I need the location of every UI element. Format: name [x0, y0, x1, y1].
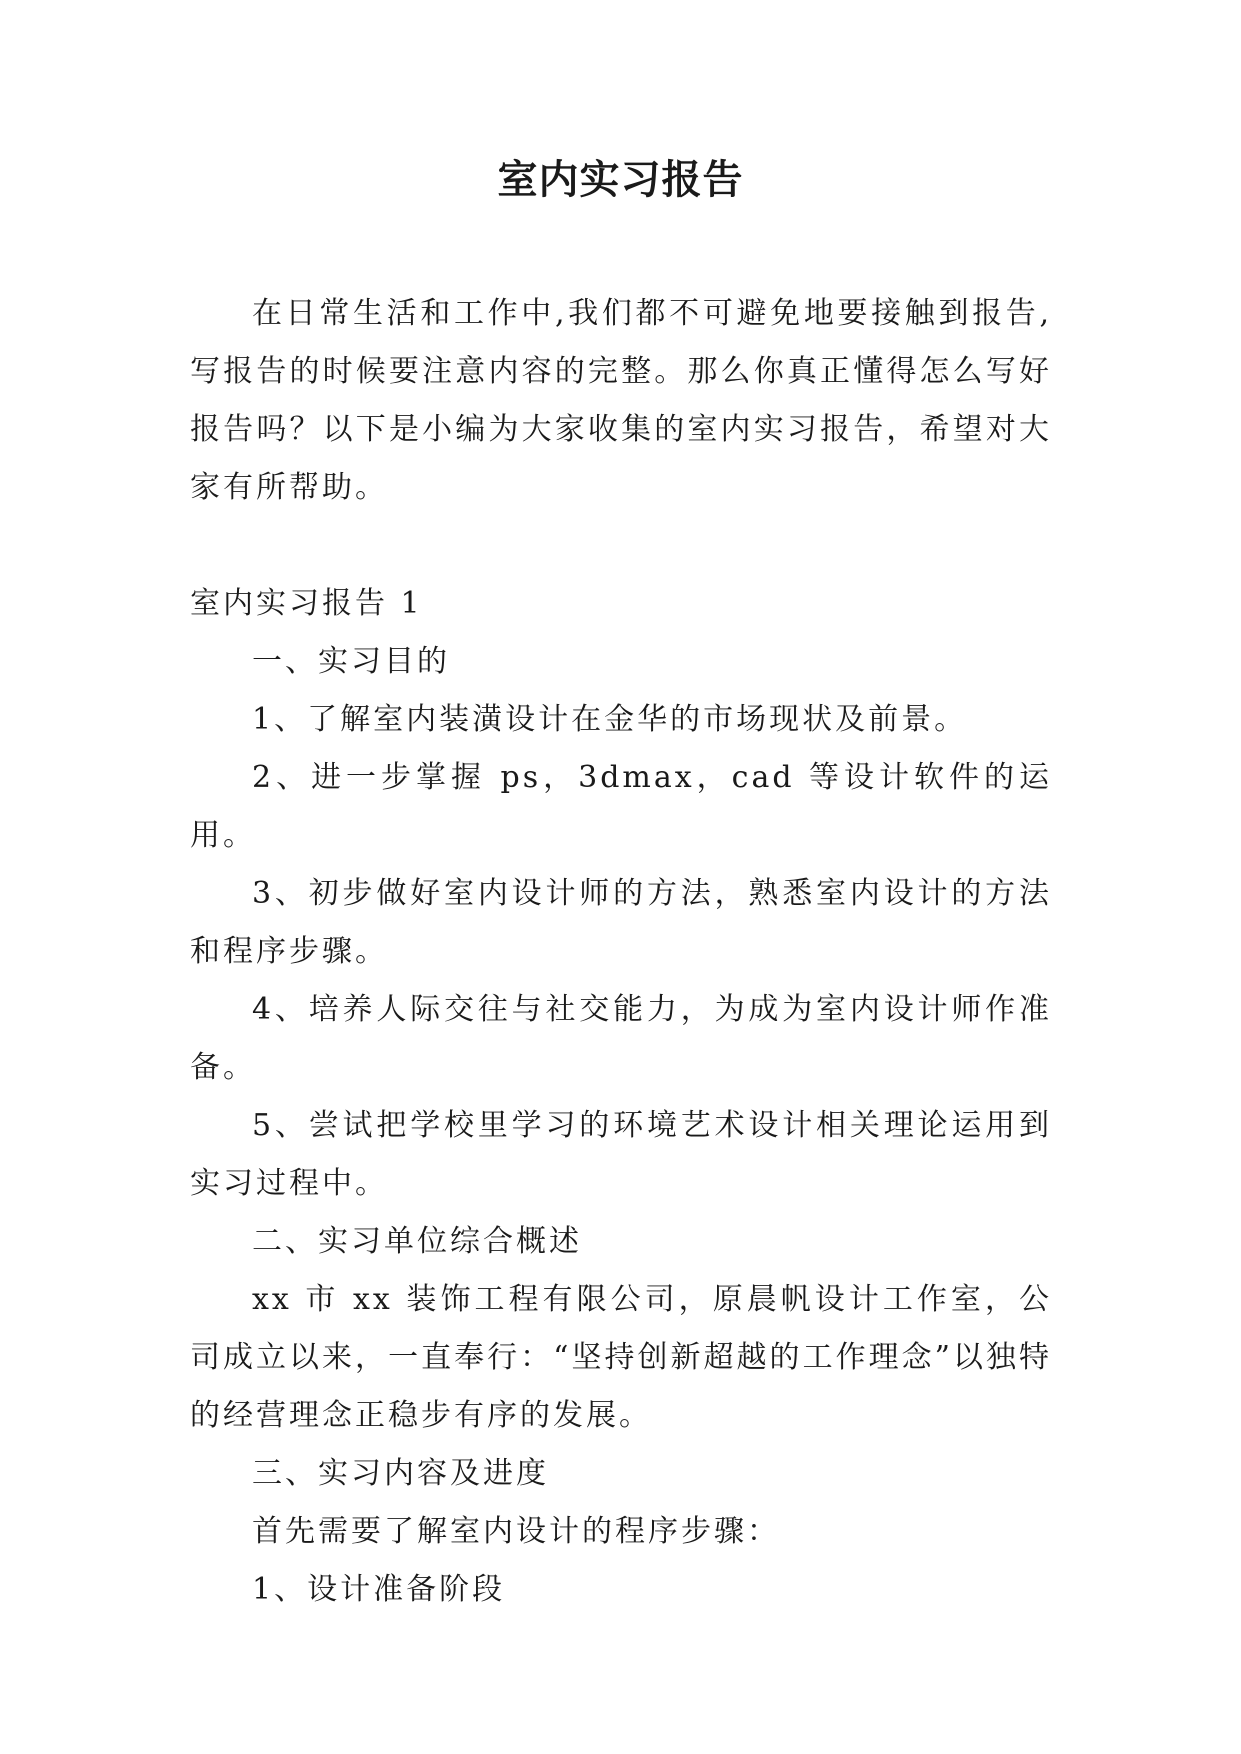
section-heading-company: 二、实习单位综合概述 — [252, 1224, 582, 1259]
company-paragraph: xx 市 xx 装饰工程有限公司，原晨帆设计工作室，公司成立以来，一直奉行：“坚持创新超越的工作理念”以独特的经营理念正稳步有序的发展。 — [190, 1282, 1052, 1433]
section-heading-content: 三、实习内容及进度 — [252, 1456, 549, 1491]
section-heading-purpose: 一、实习目的 — [252, 644, 450, 679]
purpose-item-1: 1、了解室内装潢设计在金华的市场现状及前景。 — [252, 702, 968, 737]
purpose-item-5: 5、尝试把学校里学习的环境艺术设计相关理论运用到实习过程中。 — [190, 1108, 1052, 1201]
intro-paragraph: 在日常生活和工作中,我们都不可避免地要接触到报告,写报告的时候要注意内容的完整。那么你真正懂得怎么写好报告吗？以下是小编为大家收集的室内实习报告，希望对大家有所帮助。 — [190, 296, 1052, 505]
document-title: 室内实习报告 — [497, 156, 744, 203]
document-body — [190, 285, 1052, 1619]
purpose-item-3: 3、初步做好室内设计师的方法，熟悉室内设计的方法和程序步骤。 — [190, 876, 1052, 969]
content-intro: 首先需要了解室内设计的程序步骤： — [252, 1514, 780, 1549]
report-heading: 室内实习报告 1 — [190, 586, 423, 621]
purpose-item-4: 4、培养人际交往与社交能力，为成为室内设计师作准备。 — [190, 992, 1052, 1085]
content-item-1: 1、设计准备阶段 — [252, 1572, 506, 1607]
purpose-item-2: 2、进一步掌握 ps，3dmax，cad 等设计软件的运用。 — [190, 760, 1052, 853]
